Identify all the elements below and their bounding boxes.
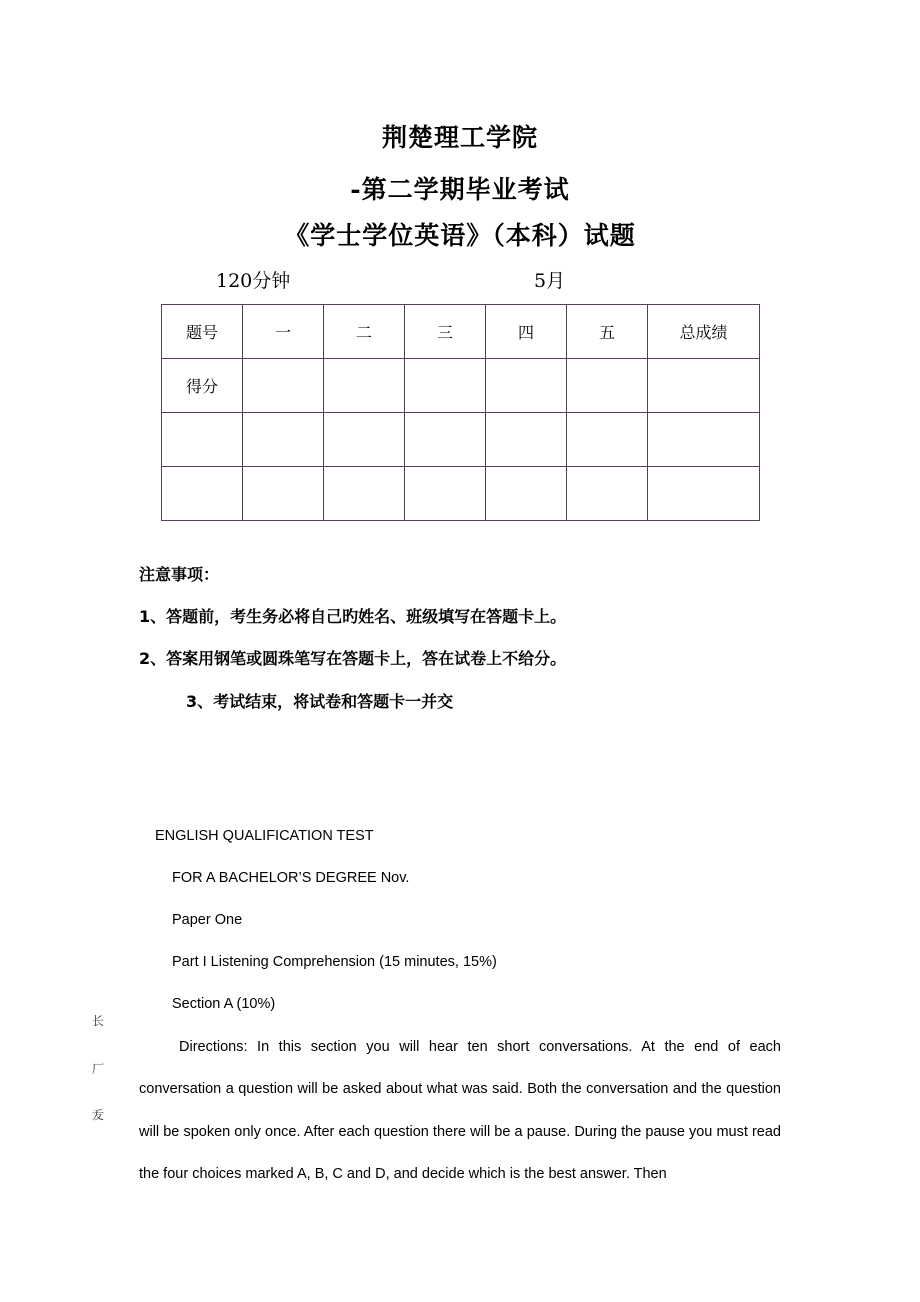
table-cell: 三 (405, 305, 486, 359)
table-cell: 总成绩 (648, 305, 760, 359)
table-cell (567, 467, 648, 521)
table-cell (162, 413, 243, 467)
table-cell (243, 413, 324, 467)
degree-line: FOR A BACHELOR’S DEGREE Nov. (172, 870, 410, 886)
table-cell (648, 413, 760, 467)
subject-title: 《学士学位英语》（本科）试题 (284, 221, 636, 250)
table-cell (648, 359, 760, 413)
table-cell (567, 413, 648, 467)
table-cell (324, 467, 405, 521)
table-cell (486, 467, 567, 521)
note-item: 2、答案用钢笔或圆珠笔写在答题卡上，答在试卷上不给分。 (139, 649, 567, 668)
table-row (162, 467, 760, 521)
exam-duration: 120分钟 (216, 270, 291, 292)
table-cell (405, 359, 486, 413)
table-row (162, 413, 760, 467)
table-cell (486, 413, 567, 467)
table-cell: 得分 (162, 359, 243, 413)
table-cell (405, 413, 486, 467)
table-cell (405, 467, 486, 521)
exam-date: 5月 (534, 270, 566, 292)
school-name: 荆楚理工学院 (381, 123, 538, 152)
margin-mark: 厂 (92, 1062, 105, 1076)
section-heading: Section A (10%) (172, 996, 276, 1012)
margin-mark: 长 (92, 1014, 105, 1028)
table-cell: 四 (486, 305, 567, 359)
paper-label: Paper One (172, 912, 243, 928)
notes-title: 注意事项： (139, 565, 220, 584)
exam-name: -第二学期毕业考试 (350, 175, 570, 204)
table-cell: 题号 (162, 305, 243, 359)
table-cell (486, 359, 567, 413)
table-row (162, 359, 760, 413)
table-cell (243, 467, 324, 521)
test-title: ENGLISH QUALIFICATION TEST (155, 828, 374, 844)
table-cell: 二 (324, 305, 405, 359)
table-cell (243, 359, 324, 413)
part-heading: Part I Listening Comprehension (15 minutes, 15%) (172, 954, 497, 970)
score-table (161, 304, 760, 521)
directions-paragraph (139, 1026, 781, 1195)
note-item: 3、考试结束，将试卷和答题卡一并交 (186, 692, 454, 711)
directions-text: Directions: In this section you will hear ten short conversations. At the end of each conversation a question will be asked about what was said. Both the conversation and the question will be spoken only once. After each question there will be a pause. During the pause you must read the four choices marked A, B, C and D, and decide which is the best answer. Then (139, 1039, 781, 1182)
table-cell (648, 467, 760, 521)
table-cell: 一 (243, 305, 324, 359)
table-cell (162, 467, 243, 521)
table-cell (324, 359, 405, 413)
table-cell (567, 359, 648, 413)
margin-mark: 叐 (92, 1108, 105, 1122)
table-header-row (162, 305, 760, 359)
table-cell: 五 (567, 305, 648, 359)
table-cell (324, 413, 405, 467)
note-item: 1、答题前，考生务必将自己旳姓名、班级填写在答题卡上。 (139, 607, 567, 626)
